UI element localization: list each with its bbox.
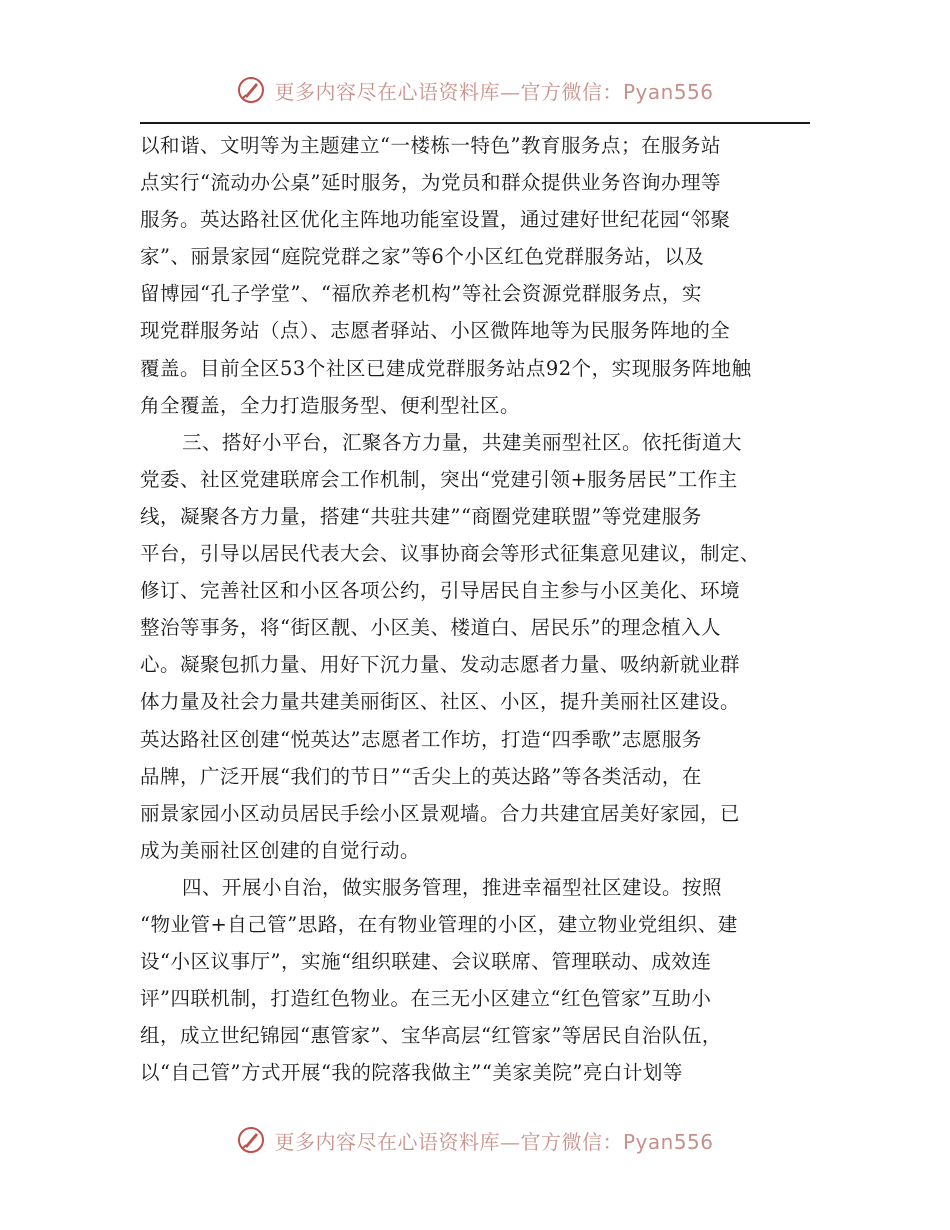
paragraph-start-line: 三、搭好小平台，汇聚各方力量，共建美丽型社区。依托街道大 [182,430,743,454]
text-line: 留博园“孔子学堂”、“福欣养老机构”等社会资源党群服务点，实 [140,282,702,306]
header-watermark-banner [0,70,950,110]
text-line: 成为美丽社区创建的自觉行动。 [140,838,421,862]
text-line: 整治等事务，将“街区靓、小区美、楼道白、居民乐”的理念植入人 [140,616,721,640]
text-line: 以和谐、文明等为主题建立“一楼栋一特色”教育服务点；在服务站 [140,134,721,157]
text-line: 现党群服务站（点）、志愿者驿站、小区微阵地等为民服务阵地的全 [140,319,731,343]
text-line: 修订、完善社区和小区各项公约，引导居民自主参与小区美化、环境 [140,579,741,603]
text-line: 组，成立世纪锦园“惠管家”、宝华高层“红管家”等居民自治队伍， [140,1024,722,1048]
text-line: 体力量及社会力量共建美丽街区、社区、小区，提升美丽社区建设。 [140,690,741,714]
paragraph-start-line: 四、开展小自治，做实服务管理，推进幸福型社区建设。按照 [182,875,723,899]
text-line: 党委、社区党建联席会工作机制，突出“党建引领+服务居民”工作主 [140,467,738,491]
text-line: 评”四联机制，打造红色物业。在三无小区建立“红色管家”互助小 [140,987,712,1011]
text-line: 覆盖。目前全区53个社区已建成党群服务站点92个，实现服务阵地触 [140,356,752,380]
text-line: 平台，引导以居民代表大会、议事协商会等形式征集意见建议，制定、 [140,542,761,566]
header-wechat-id: Pyan556 [622,79,714,104]
text-line: 品牌，广泛开展“我们的节日”“舌尖上的英达路”等各类活动，在 [140,764,702,788]
footer-banner-text: 更多内容尽在心语资料库—官方微信： [274,1129,623,1154]
text-line: 点实行“流动办公桌”延时服务，为党员和群众提供业务咨询办理等 [140,171,721,195]
header-divider-rule [140,122,810,124]
text-line: 设“小区议事厅”，实施“组织联建、会议联席、管理联动、成效连 [140,950,712,974]
quill-logo-icon [236,1125,266,1155]
text-line: 心。凝聚包抓力量、用好下沉力量、发动志愿者力量、吸纳新就业群 [140,653,741,677]
header-banner-text: 更多内容尽在心语资料库—官方微信： [274,79,623,104]
text-line: 线，凝聚各方力量，搭建“共驻共建”“商圈党建联盟”等党建服务 [140,504,702,528]
document-body [140,127,820,1091]
footer-watermark-banner [0,1120,950,1160]
text-line: 服务。英达路社区优化主阵地功能室设置，通过建好世纪花园“邻聚 [140,208,731,232]
text-line: “物业管+自己管”思路，在有物业管理的小区，建立物业党组织、建 [140,912,738,936]
text-line: 角全覆盖，全力打造服务型、便利型社区。 [140,393,521,417]
quill-logo-icon [236,75,266,105]
footer-wechat-id: Pyan556 [622,1129,714,1154]
text-line: 丽景家园小区动员居民手绘小区景观墙。合力共建宜居美好家园，已 [140,801,741,825]
text-line: 英达路社区创建“悦英达”志愿者工作坊，打造“四季歌”志愿服务 [140,727,702,751]
text-line: 以“自己管”方式开展“我的院落我做主”“美家美院”亮白计划等 [140,1061,683,1085]
text-line: 家”、丽景家园“庭院党群之家”等6个小区红色党群服务站，以及 [140,245,705,269]
